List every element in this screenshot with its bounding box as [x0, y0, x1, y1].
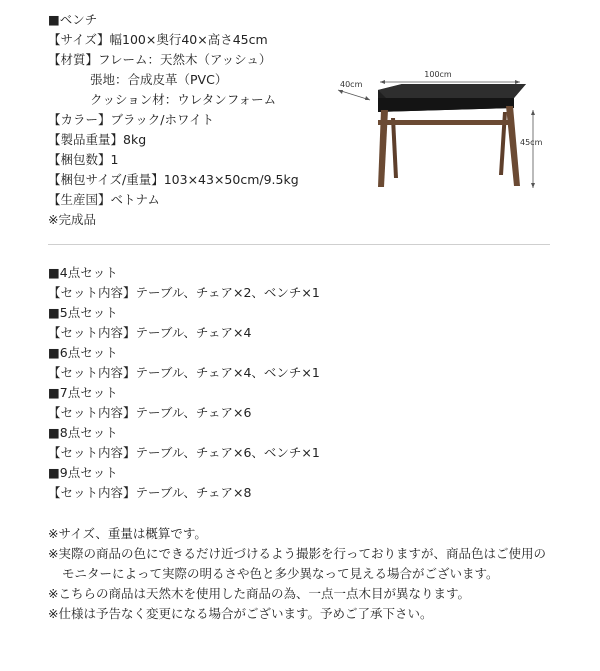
bench-material-upholstery: 張地：合成皮革（PVC） [90, 72, 228, 87]
width-label: 100cm [424, 70, 452, 79]
bench-origin: 【生産国】ベトナム [48, 192, 160, 207]
set-7-title: ■7点セット [48, 385, 118, 400]
set-6-title: ■6点セット [48, 345, 118, 360]
set-5-contents: 【セット内容】テーブル、チェア×4 [48, 325, 252, 340]
set-4-contents: 【セット内容】テーブル、チェア×2、ベンチ×1 [48, 285, 320, 300]
note-approximate: ※サイズ、重量は概算です。 [48, 526, 207, 541]
depth-label: 40cm [340, 80, 363, 89]
set-5-title: ■5点セット [48, 305, 118, 320]
bench-assembled-note: ※完成品 [48, 212, 96, 227]
depth-dimension-arrow [338, 90, 370, 100]
set-6-contents: 【セット内容】テーブル、チェア×4、ベンチ×1 [48, 365, 320, 380]
bench-weight: 【製品重量】8kg [48, 132, 147, 147]
bench-package-size: 【梱包サイズ/重量】103×43×50cm/9.5kg [48, 172, 299, 187]
bench-package-count: 【梱包数】1 [48, 152, 119, 167]
height-dimension-arrow [531, 110, 535, 188]
width-dimension-arrow [380, 80, 520, 84]
note-wood-grain: ※こちらの商品は天然木を使用した商品の為、一点一点木目が異なります。 [48, 586, 470, 601]
bench-front-legs [378, 106, 520, 187]
set-9-contents: 【セット内容】テーブル、チェア×8 [48, 485, 252, 500]
bench-rails [378, 120, 514, 125]
set-7-contents: 【セット内容】テーブル、チェア×6 [48, 405, 252, 420]
bench-color: 【カラー】ブラック/ホワイト [48, 112, 215, 127]
note-spec-change: ※仕様は予告なく変更になる場合がございます。予めご了承下さい。 [48, 606, 433, 621]
section-divider [48, 244, 550, 245]
bench-material-cushion: クッション材：ウレタンフォーム [90, 92, 277, 107]
note-color-line1: ※実際の商品の色にできるだけ近づけるよう撮影を行っておりますが、商品色はご使用の [48, 546, 546, 561]
set-8-contents: 【セット内容】テーブル、チェア×6、ベンチ×1 [48, 445, 320, 460]
bench-dimension-diagram [330, 60, 555, 200]
height-label: 45cm [520, 138, 543, 147]
set-8-title: ■8点セット [48, 425, 118, 440]
set-9-title: ■9点セット [48, 465, 118, 480]
bench-size: 【サイズ】幅100×奥行40×高さ45cm [48, 32, 268, 47]
note-color-line2: モニターによって実際の明るさや色と多少異なって見える場合がございます。 [62, 566, 499, 581]
bench-material-frame: 【材質】フレーム：天然木（アッシュ） [48, 52, 272, 67]
bench-seat [378, 84, 526, 112]
bench-title: ■ベンチ [48, 12, 98, 27]
set-4-title: ■4点セット [48, 265, 118, 280]
